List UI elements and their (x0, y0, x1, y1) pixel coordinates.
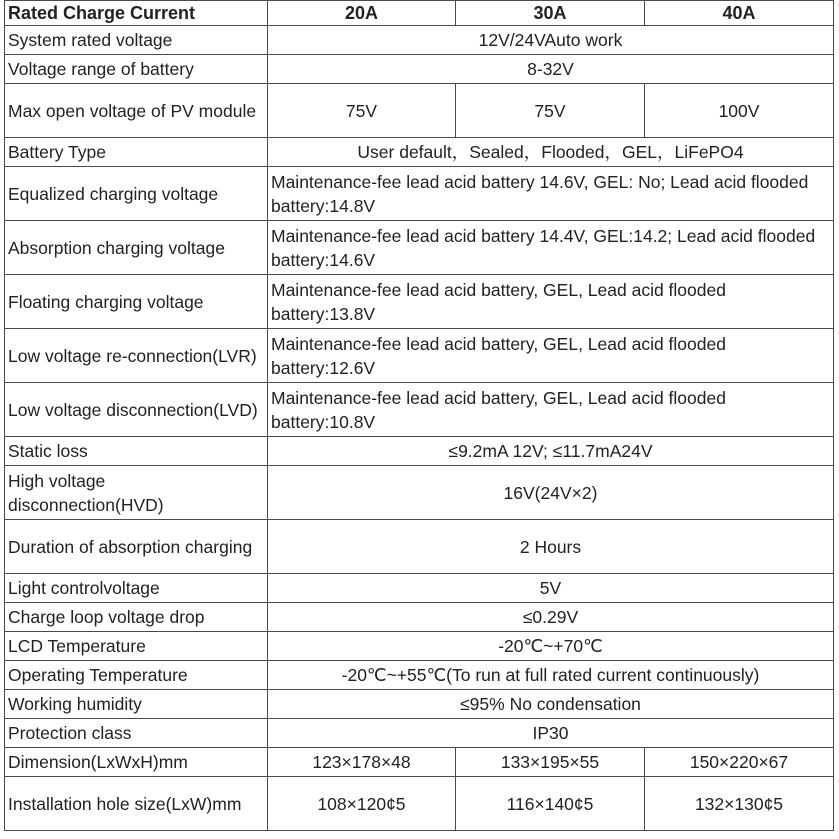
row-label: Max open voltage of PV module (5, 84, 268, 138)
row-value: -20℃~+55℃(To run at full rated current continuously) (268, 661, 834, 690)
row-label: Working humidity (5, 690, 268, 719)
row-value: ≤0.29V (268, 603, 834, 632)
row-value: Maintenance-fee lead acid battery 14.6V, GEL: No; Lead acid flooded battery:14.8V (268, 167, 834, 221)
row-value: Maintenance-fee lead acid battery, GEL, Lead acid flooded battery:10.8V (268, 383, 834, 437)
row-value-40a: 150×220×67 (645, 748, 834, 777)
table-row (5, 167, 834, 221)
row-value: 2 Hours (268, 520, 834, 574)
row-label: Floating charging voltage (5, 275, 268, 329)
row-label: LCD Temperature (5, 632, 268, 661)
row-label: Static loss (5, 437, 268, 466)
table-row (5, 520, 834, 574)
spec-table (4, 0, 834, 831)
row-value-40a: 132×130¢5 (645, 777, 834, 831)
row-value: IP30 (268, 719, 834, 748)
row-label: Battery Type (5, 138, 268, 167)
header-rated-charge-current: Rated Charge Current (5, 1, 268, 26)
header-row (5, 1, 834, 26)
table-row (5, 55, 834, 84)
table-row (5, 329, 834, 383)
row-label: Installation hole size(LxW)mm (5, 777, 268, 831)
row-value-20a: 123×178×48 (268, 748, 456, 777)
row-value: User default，Sealed，Flooded，GEL，LiFePO4 (268, 138, 834, 167)
table-row (5, 383, 834, 437)
row-label: Protection class (5, 719, 268, 748)
row-value: 12V/24VAuto work (268, 26, 834, 55)
row-label: Absorption charging voltage (5, 221, 268, 275)
row-label: Voltage range of battery (5, 55, 268, 84)
table-row (5, 603, 834, 632)
table-row (5, 719, 834, 748)
row-value: Maintenance-fee lead acid battery, GEL, Lead acid flooded battery:12.6V (268, 329, 834, 383)
row-value: 16V(24V×2) (268, 466, 834, 520)
row-value: -20℃~+70℃ (268, 632, 834, 661)
table-row (5, 690, 834, 719)
row-value-30a: 133×195×55 (456, 748, 645, 777)
row-value-40a: 100V (645, 84, 834, 138)
row-value: 8-32V (268, 55, 834, 84)
row-value-20a: 75V (268, 84, 456, 138)
header-20a: 20A (268, 1, 456, 26)
row-value: ≤9.2mA 12V; ≤11.7mA24V (268, 437, 834, 466)
row-value: 5V (268, 574, 834, 603)
row-label: Operating Temperature (5, 661, 268, 690)
row-label: High voltage disconnection(HVD) (5, 466, 268, 520)
table-row (5, 574, 834, 603)
table-row (5, 275, 834, 329)
row-value: Maintenance-fee lead acid battery 14.4V, GEL:14.2; Lead acid flooded battery:14.6V (268, 221, 834, 275)
table-row (5, 777, 834, 831)
header-30a: 30A (456, 1, 645, 26)
row-label: Light controlvoltage (5, 574, 268, 603)
row-label: System rated voltage (5, 26, 268, 55)
table-row (5, 748, 834, 777)
table-row (5, 661, 834, 690)
table-row (5, 437, 834, 466)
row-label: Low voltage re-connection(LVR) (5, 329, 268, 383)
row-value: Maintenance-fee lead acid battery, GEL, Lead acid flooded battery:13.8V (268, 275, 834, 329)
table-row (5, 138, 834, 167)
table-row (5, 84, 834, 138)
table-row (5, 466, 834, 520)
row-value-20a: 108×120¢5 (268, 777, 456, 831)
table-row (5, 632, 834, 661)
header-40a: 40A (645, 1, 834, 26)
row-value-30a: 75V (456, 84, 645, 138)
table-row (5, 221, 834, 275)
row-value: ≤95% No condensation (268, 690, 834, 719)
table-row (5, 26, 834, 55)
row-label: Equalized charging voltage (5, 167, 268, 221)
row-label: Dimension(LxWxH)mm (5, 748, 268, 777)
row-label: Charge loop voltage drop (5, 603, 268, 632)
row-label: Duration of absorption charging (5, 520, 268, 574)
row-label: Low voltage disconnection(LVD) (5, 383, 268, 437)
row-value-30a: 116×140¢5 (456, 777, 645, 831)
